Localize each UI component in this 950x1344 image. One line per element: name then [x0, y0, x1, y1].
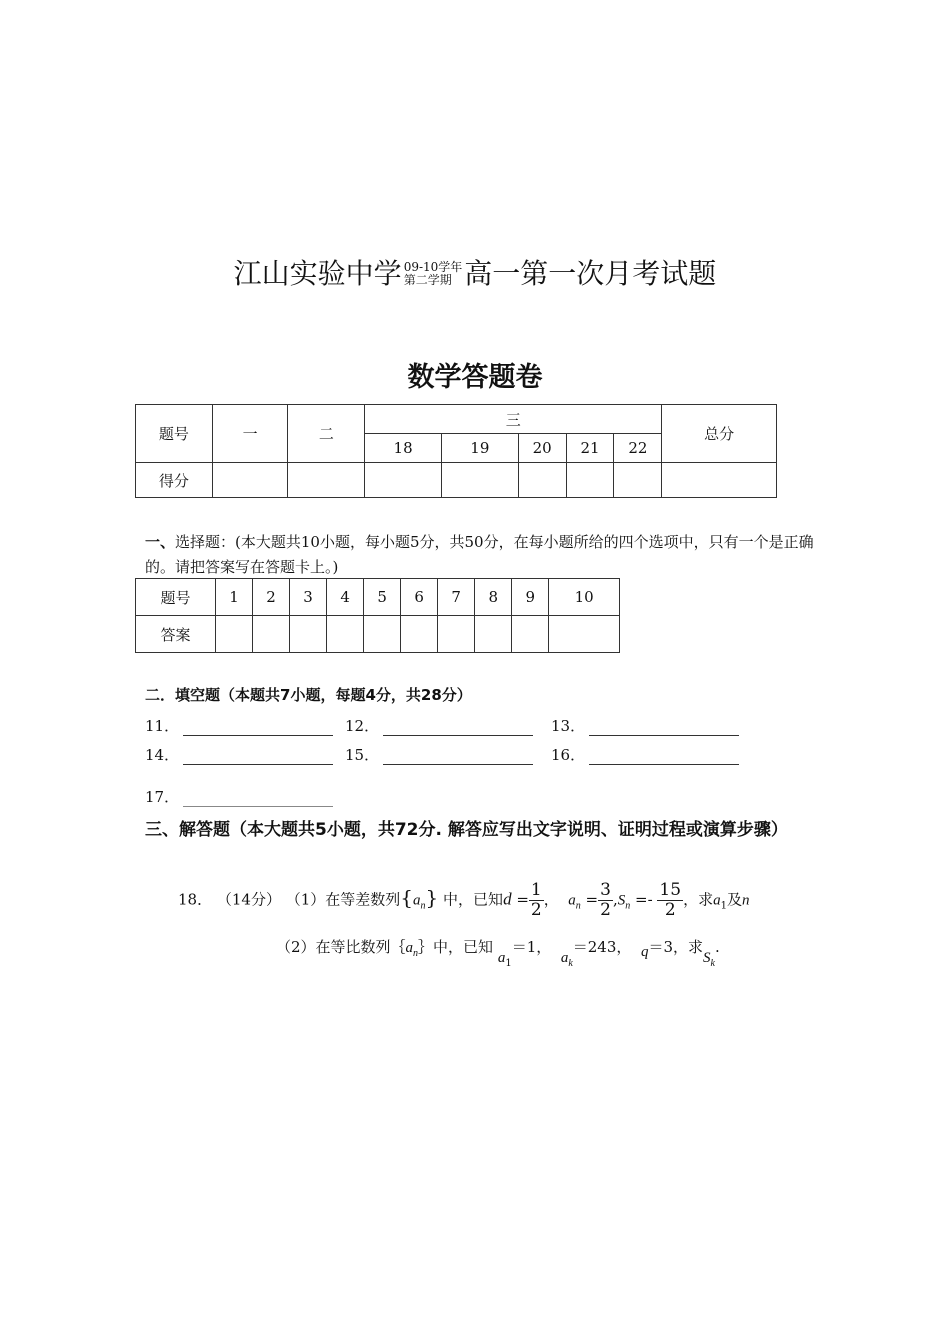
question-number: 8: [475, 579, 512, 616]
question-number: 4: [327, 579, 364, 616]
question-number: 7: [438, 579, 475, 616]
score-subcol: 20: [518, 434, 566, 463]
blank-14[interactable]: [145, 744, 333, 765]
q18-points: （14分）: [216, 890, 281, 909]
question-number: 1: [216, 579, 253, 616]
blank-16[interactable]: [551, 744, 739, 765]
q18-part2: [276, 936, 720, 969]
a1-sub: 1: [720, 900, 727, 912]
answer-row-label: 答案: [136, 616, 216, 653]
title-semester: 第二学期: [403, 272, 452, 287]
blank-13[interactable]: [551, 715, 739, 736]
q18-part2-intro: （2）在等比数列｛: [276, 938, 406, 956]
score-subcol: 19: [441, 434, 518, 463]
score-table: [135, 404, 777, 498]
frac-den: 2: [664, 900, 676, 920]
var-an: a: [568, 892, 576, 909]
score-col-2: 二: [288, 405, 365, 463]
answer-cell[interactable]: [401, 616, 438, 653]
q18-number: 18．: [178, 890, 213, 909]
and-text: 及: [726, 890, 742, 909]
S-sub: n: [625, 900, 631, 912]
score-subcol: 18: [365, 434, 442, 463]
score-cell[interactable]: [518, 463, 566, 498]
blank-line[interactable]: [383, 750, 533, 765]
title-school: 江山实验中学: [233, 257, 402, 290]
brace-open: {: [400, 885, 414, 910]
score-cell[interactable]: [566, 463, 614, 498]
q18-part1-end: ，求: [683, 890, 714, 909]
fraction-half: [529, 881, 544, 920]
blank-label: 16．: [551, 746, 586, 764]
frac-num: 1: [530, 880, 542, 900]
var-q: q: [640, 944, 649, 960]
var-n: n: [741, 892, 750, 909]
seq-a2: a: [405, 940, 414, 956]
period: .: [714, 938, 720, 956]
score-row-label: 得分: [136, 463, 213, 498]
score-col-3: 三: [365, 405, 662, 434]
frac-den: 2: [600, 900, 611, 920]
score-total-label: 总分: [662, 405, 777, 463]
question-number: 2: [253, 579, 290, 616]
score-cell[interactable]: [441, 463, 518, 498]
blank-label: 12．: [345, 717, 380, 735]
Sk-sub: k: [710, 958, 715, 969]
score-col-1: 一: [212, 405, 288, 463]
var-d: d: [503, 889, 512, 909]
q18-part1: 18． （14分） （1）在等差数列$\{a_n\}$ 中，已知d = $\frac{1}{2}$ ， $a_n$ = $\frac{3}{2}$ $,S_n$ =- $\frac{15}{2}$ ，求$a_1$及n: [178, 880, 750, 920]
question-number: 6: [401, 579, 438, 616]
answer-cell[interactable]: [327, 616, 364, 653]
score-cell[interactable]: [212, 463, 288, 498]
frac-num: 15: [659, 880, 682, 900]
question-number: 5: [364, 579, 401, 616]
blank-label: 11．: [145, 717, 180, 735]
seq-a: a: [413, 892, 421, 909]
eq-one: ＝1，: [511, 938, 552, 956]
blank-label: 15．: [345, 746, 380, 764]
score-subcol: 22: [614, 434, 662, 463]
section3-heading: 三、解答题（本大题共5小题，共72分. 解答应写出文字说明、证明过程或演算步骤）: [145, 820, 788, 840]
title-year: 09-10学年: [403, 259, 463, 274]
blank-line[interactable]: [589, 721, 739, 736]
blank-label: 17．: [145, 788, 180, 806]
question-number: 3: [290, 579, 327, 616]
score-cell[interactable]: [288, 463, 365, 498]
answer-table: [135, 578, 620, 653]
brace-close: }: [425, 885, 439, 910]
section2-heading: 二．填空题（本题共7小题，每题4分，共28分）: [145, 686, 472, 704]
frac-den: 2: [530, 900, 542, 920]
fraction-fifteen-halves: [657, 881, 683, 920]
eq-243: ＝243，: [572, 938, 632, 956]
an-sub: n: [575, 900, 581, 912]
blank-12[interactable]: [345, 715, 533, 736]
answer-cell[interactable]: [253, 616, 290, 653]
score-cell[interactable]: [662, 463, 777, 498]
question-number: 9: [512, 579, 549, 616]
blank-line[interactable]: [183, 792, 333, 807]
fraction-three-halves: [598, 881, 613, 920]
page-subtitle: 数学答题卷: [407, 362, 543, 393]
a1-sub-2: 1: [505, 958, 512, 969]
answer-cell[interactable]: [512, 616, 549, 653]
section1-text: 选择题：(本大题共10小题，每小题5分，共50分，在每小题所给的四个选项中，只有一个是正确的。请把答案写在答题卡上。): [145, 533, 814, 576]
title-exam: 高一第一次月考试题: [464, 257, 717, 290]
var-S: S: [617, 892, 626, 909]
var-ak: a: [560, 950, 569, 966]
exam-title: [0, 252, 950, 292]
blank-11[interactable]: [145, 715, 333, 736]
blank-line[interactable]: [589, 750, 739, 765]
eq-three: ＝3，求: [648, 938, 703, 956]
blank-line[interactable]: [183, 750, 333, 765]
answer-cell[interactable]: [364, 616, 401, 653]
question-number: 10: [549, 579, 620, 616]
score-subcol: 21: [566, 434, 614, 463]
score-cell[interactable]: [365, 463, 442, 498]
answer-cell[interactable]: [475, 616, 512, 653]
title-term-stack: [404, 261, 463, 287]
q18-part2-close: ｝中，已知: [418, 938, 494, 956]
q18-part1-mid: 中，已知: [443, 890, 504, 909]
var-a1: a: [713, 892, 721, 909]
blank-17[interactable]: [145, 786, 333, 807]
blank-line[interactable]: [383, 721, 533, 736]
var-Sk: S: [703, 950, 711, 966]
answer-cell[interactable]: [549, 616, 620, 653]
answer-table-label: 题号: [136, 579, 216, 616]
seq2-sub: n: [413, 948, 419, 959]
ak-sub: k: [568, 958, 573, 969]
answer-cell[interactable]: [216, 616, 253, 653]
section1-heading: 一、: [145, 533, 176, 551]
blank-label: 13．: [551, 717, 586, 735]
answer-cell[interactable]: [438, 616, 475, 653]
section1-instructions: [145, 530, 825, 580]
frac-num: 3: [600, 880, 611, 900]
blank-label: 14．: [145, 746, 180, 764]
seq-sub-n: n: [420, 900, 426, 912]
score-table-label: 题号: [136, 405, 213, 463]
q18-part1-intro: （1）在等差数列: [285, 890, 401, 909]
var-a1-2: a: [497, 950, 506, 966]
score-cell[interactable]: [614, 463, 662, 498]
blank-15[interactable]: [345, 744, 533, 765]
blank-line[interactable]: [183, 721, 333, 736]
answer-cell[interactable]: [290, 616, 327, 653]
